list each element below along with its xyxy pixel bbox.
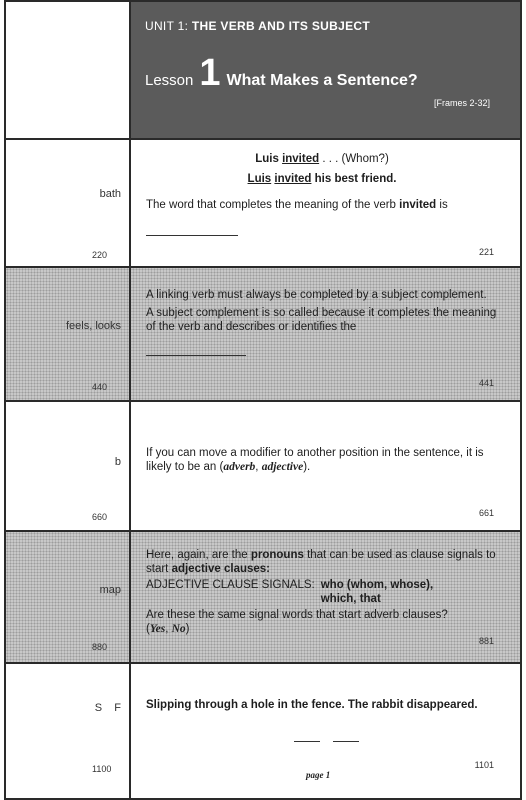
answer-label: S F <box>94 702 121 714</box>
question-text: Are these the same signal words that start adverb clauses? <box>146 609 448 621</box>
frame-number-left: 440 <box>92 382 108 392</box>
option-yes[interactable]: Yes <box>149 623 166 635</box>
frame-number-right: 1101 <box>474 760 494 770</box>
option-adjective[interactable]: adjective <box>261 461 304 473</box>
lesson-word: Lesson <box>145 72 194 89</box>
intro-bold-2: adjective clauses: <box>171 563 271 575</box>
option-adverb[interactable]: adverb <box>223 461 256 473</box>
row-divider <box>4 266 522 268</box>
frame-number-left: 660 <box>92 512 108 522</box>
signals-line: who (whom, whose), <box>320 579 434 591</box>
lesson-number: 1 <box>199 52 221 94</box>
verb-word: invited <box>282 153 320 165</box>
intro-pre: Here, again, are the <box>146 549 251 561</box>
frame-number-right: 221 <box>478 247 494 257</box>
page-number: page 1 <box>306 770 331 780</box>
verb-word: invited <box>274 173 312 185</box>
option-separator: , <box>165 623 172 635</box>
frame-number-right: 881 <box>478 636 494 646</box>
intro-mid: that can be used as clause signals to start <box>146 549 496 575</box>
frame-number-left: 1100 <box>92 764 112 774</box>
question-pre: The word that completes the meaning of the verb <box>146 199 400 211</box>
signals-label: ADJECTIVE CLAUSE SIGNALS: <box>146 579 315 591</box>
answer-label: b <box>114 456 121 468</box>
unit-title: THE VERB AND ITS SUBJECT <box>191 19 370 33</box>
intro-bold: pronouns <box>250 549 304 561</box>
row-divider <box>4 662 522 664</box>
frame-number-left: 220 <box>92 250 108 260</box>
example-rest: his best friend. <box>311 173 397 185</box>
answer-label: map <box>99 584 121 596</box>
question-verb: invited <box>399 199 437 211</box>
subject-word: Luis <box>255 153 279 165</box>
row-divider <box>4 400 522 402</box>
question-post: is <box>436 199 448 211</box>
question-post: ). <box>303 461 311 473</box>
frame-number-right: 441 <box>478 378 494 388</box>
row-divider <box>4 530 522 532</box>
row-divider <box>4 138 522 140</box>
paragraph-2: A subject complement is so called because it completes the meaning of the verb and describes or identifies the <box>146 307 497 333</box>
subject-word: Luis <box>247 173 272 185</box>
option-separator: , <box>255 461 262 473</box>
option-no[interactable]: No <box>171 623 186 635</box>
answer-label: bath <box>99 188 121 200</box>
paragraph-1: A linking verb must always be completed by a subject complement. <box>146 289 487 301</box>
lesson-title: What Makes a Sentence? <box>226 72 418 89</box>
answer-label: feels, looks <box>65 320 121 332</box>
frame-number-left: 880 <box>92 642 108 652</box>
signals-line: which, that <box>320 593 381 605</box>
question-pre: If you can move a modifier to another position in the sentence, it is likely to be an ( <box>146 447 484 473</box>
example-rest: . . . (Whom?) <box>319 153 389 165</box>
sentence-text: Slipping through a hole in the fence. The rabbit disappeared. <box>146 699 478 711</box>
unit-prefix: UNIT 1: <box>145 19 189 33</box>
frame-number-right: 661 <box>478 508 494 518</box>
options-line: (Yes, No) <box>146 623 190 635</box>
frames-note: [Frames 2-32] <box>433 98 490 108</box>
